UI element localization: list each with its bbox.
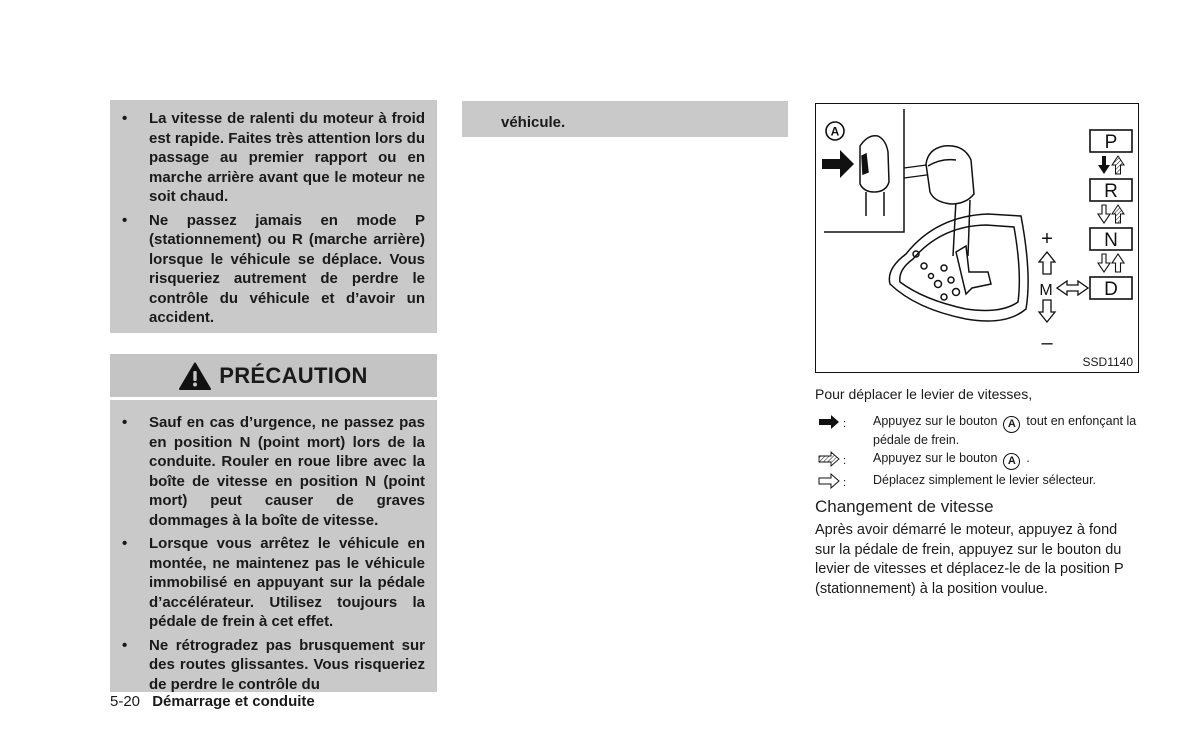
- button-a-badge: A: [1003, 453, 1020, 470]
- caution-box: [110, 400, 437, 692]
- button-a-badge: A: [1003, 416, 1020, 433]
- press-arrow-icon: [822, 150, 854, 178]
- callout-a-icon: [826, 122, 844, 140]
- caution-bullet: • Lorsque vous arrêtez le véhicule en montée, ne maintenez pas le véhicule immobilisé en appuyant sur la pédale d’accélérateur. Utilisez toujours la pédale de frein à cet effet.: [110, 534, 437, 632]
- legend-text-after: tout en enfonçant la pédale de frein.: [873, 414, 1137, 447]
- shift-intro: Pour déplacer le levier de vitesses,: [815, 386, 1033, 402]
- hatched-up-arrow-icon: [1112, 205, 1124, 223]
- solid-down-arrow-icon: [1098, 156, 1110, 174]
- plus-label: +: [1041, 228, 1053, 250]
- page-footer: [110, 693, 315, 710]
- outline-down-arrow-icon: [1098, 205, 1110, 223]
- legend-row-outline: [815, 473, 1140, 488]
- arrow-legend: [815, 414, 1140, 491]
- outline-arrow-icon: [817, 473, 853, 489]
- outline-down-arrow-icon: [1098, 254, 1110, 272]
- figure-code: SSD1140: [1082, 355, 1133, 369]
- svg-text::: :: [843, 418, 847, 430]
- warning-bullet: • La vitesse de ralenti du moteur à froid est rapide. Faites très attention lors du passage au premier rapport ou en marche arrière avant que le moteur ne soit chaud.: [110, 109, 437, 207]
- caution-title: PRÉCAUTION: [219, 362, 368, 388]
- caution-header: [110, 354, 437, 397]
- gear-change-heading: Changement de vitesse: [815, 497, 994, 516]
- hatched-up-arrow-icon: [1112, 156, 1124, 174]
- gear-p-label: P: [1104, 132, 1118, 153]
- solid-arrow-icon: [817, 414, 853, 430]
- outline-up-arrow-icon: [1112, 254, 1124, 272]
- gear-d-label: D: [1104, 279, 1118, 300]
- continuation-box: [462, 101, 788, 137]
- minus-label: –: [1041, 332, 1053, 354]
- caution-bullet-list: [110, 400, 437, 692]
- gear-r-label: R: [1104, 181, 1118, 202]
- caution-bullet: • Ne rétrogradez pas brusquement sur des routes glissantes. Vous risqueriez de perdre le contrôle du: [110, 636, 437, 693]
- warning-bullet: • Ne passez jamais en mode P (stationnement) ou R (marche arrière) lorsque le véhicule se déplace. Vous risqueriez autrement de perdre le contrôle du véhicule et d’avoir un accident.: [110, 211, 437, 328]
- caution-bullet: • Sauf en cas d’urgence, ne passez pas en position N (point mort) lors de la conduite. Rouler en roue libre avec la boîte de vitesse en position N (point mort) peut causer de graves dommages à la boîte de vitesse.: [110, 413, 437, 530]
- gear-change-body: Après avoir démarré le moteur, appuyez à fond sur la pédale de frein, appuyez sur le bouton du levier de vitesses et déplacez-le de la position P (stationnement) à la position voulue.: [815, 522, 1124, 597]
- shift-lever-illustration: [816, 104, 1138, 372]
- shift-lever-figure: [815, 103, 1139, 373]
- hatched-arrow-icon: [817, 451, 853, 467]
- svg-text::: :: [843, 455, 847, 467]
- legend-text: Déplacez simplement le levier sélecteur.: [873, 473, 1097, 487]
- warning-triangle-icon: [179, 362, 211, 390]
- legend-row-solid: [815, 414, 1140, 448]
- outline-down-arrow-icon: [1039, 300, 1055, 322]
- gear-n-label: N: [1104, 230, 1118, 251]
- warning-bullet-list: [110, 100, 437, 328]
- section-title: Démarrage et conduite: [152, 693, 315, 710]
- callout-a-label: A: [830, 124, 840, 139]
- continuation-text: véhicule.: [501, 114, 566, 131]
- page-number: 5-20: [110, 693, 141, 710]
- outline-up-arrow-icon: [1039, 252, 1055, 274]
- legend-text-after: .: [1026, 451, 1030, 465]
- outline-double-arrow-icon: [1057, 281, 1088, 295]
- legend-text-before: Appuyez sur le bouton: [873, 414, 998, 428]
- legend-row-hatched: [815, 451, 1140, 470]
- warning-box: [110, 100, 437, 333]
- svg-text::: :: [843, 477, 847, 489]
- m-label: M: [1039, 282, 1053, 299]
- legend-text-before: Appuyez sur le bouton: [873, 451, 998, 465]
